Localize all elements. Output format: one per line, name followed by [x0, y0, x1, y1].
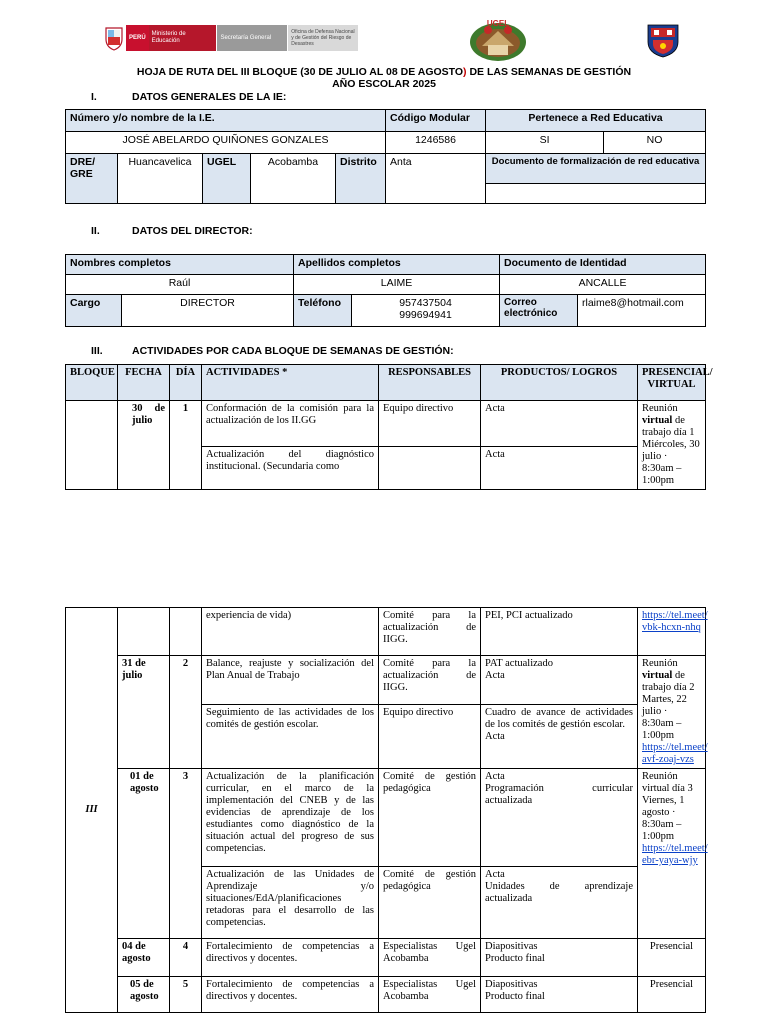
header-bloque: BLOQUE — [66, 365, 118, 401]
title-line1-a: HOJA DE RUTA DEL III BLOQUE (30 DE JULIO AL 08 DE AGOSTO — [136, 66, 464, 78]
ie-name: JOSÉ ABELARDO QUIÑONES GONZALES — [66, 132, 386, 154]
header-dre: DRE/ GRE — [66, 154, 118, 204]
director-correo: rlaime8@hotmail.com — [578, 295, 706, 327]
title-line1-paren: ) — [463, 66, 467, 78]
activities-table-page2 — [65, 607, 706, 1013]
director-cargo: DIRECTOR — [122, 295, 294, 327]
modalidad-1-detail: de trabajo día 1 Miércoles, 30 julio · 8:30am – 1:00pm — [642, 415, 700, 486]
ugel-value: Acobamba — [251, 154, 336, 204]
fecha-05-agosto: 05 de agosto — [118, 977, 170, 1013]
producto-2a-line2: Acta — [485, 670, 505, 681]
header-ugel: UGEL — [203, 154, 251, 204]
distrito-value: Anta — [386, 154, 486, 204]
responsable-5: Especialistas Ugel Acobamba — [379, 977, 481, 1013]
director-nombres: Raúl — [66, 275, 294, 295]
producto-3b-line1: Acta — [485, 869, 505, 880]
modalidad-1-virtual: virtual — [642, 415, 673, 426]
dia-4: 4 — [170, 939, 202, 977]
oficina-label: Oficina de Defensa Nacional y de Gestión del Riesgo de Desastres — [288, 25, 358, 51]
section-2-number: II. — [91, 225, 100, 237]
section-2-title: DATOS DEL DIRECTOR: — [132, 225, 253, 237]
general-data-table — [65, 109, 706, 204]
activity-4: Fortalecimiento de competencias a directivos y docentes. — [202, 939, 379, 977]
ugel-logo — [468, 16, 528, 62]
producto-2a — [481, 656, 638, 705]
modalidad-2 — [638, 656, 706, 769]
ministerio-label: Ministerio de Educación — [149, 25, 217, 51]
header-actividades: ACTIVIDADES * — [202, 365, 379, 401]
title-line2: AÑO ESCOLAR 2025 — [332, 78, 436, 90]
modalidad-1 — [638, 401, 706, 490]
header-nombres: Nombres completos — [66, 255, 294, 275]
header-nombre-ie: Número y/o nombre de la I.E. — [66, 110, 386, 132]
fecha-30-julio: 30 de julio — [118, 401, 170, 490]
director-telefono — [352, 295, 500, 327]
producto-4-line2: Producto final — [485, 953, 545, 964]
fecha-continuation — [118, 608, 170, 656]
responsable-continuation: Comité para la actualización de IIGG. — [379, 608, 481, 656]
responsable-3a: Comité de gestión pedagógica — [379, 769, 481, 867]
red-no: NO — [604, 132, 706, 154]
svg-text:UGEL: UGEL — [486, 19, 510, 28]
producto-2b-line1: Cuadro de avance de actividades de los comités de gestión escolar. — [485, 707, 633, 731]
fecha-01-agosto: 01 de agosto — [118, 769, 170, 939]
telefono-1: 957437504 — [399, 297, 452, 309]
header-apellidos: Apellidos completos — [294, 255, 500, 275]
modalidad-5: Presencial — [638, 977, 706, 1013]
activity-continuation: experiencia de vida) — [202, 608, 379, 656]
document-title — [100, 66, 668, 90]
header-distrito: Distrito — [336, 154, 386, 204]
documento-red-value — [486, 184, 706, 204]
dia-3: 3 — [170, 769, 202, 939]
header-responsables: RESPONSABLES — [379, 365, 481, 401]
producto-2b-line2: Acta — [485, 731, 505, 743]
producto-5 — [481, 977, 638, 1013]
header-telefono: Teléfono — [294, 295, 352, 327]
responsable-2a: Comité para la actualización de IIGG. — [379, 656, 481, 705]
modalidad-1-prefix: Reunión — [642, 403, 678, 414]
secretaria-label: Secretaría General — [217, 25, 287, 51]
bloque-iii: III — [66, 608, 118, 1013]
dia-1: 1 — [170, 401, 202, 490]
section-3-title: ACTIVIDADES POR CADA BLOQUE DE SEMANAS DE GESTIÓN: — [132, 345, 454, 357]
peru-label: PERÚ — [126, 25, 149, 51]
section-3-number: III. — [91, 345, 103, 357]
modalidad-2-detail: de trabajo día 2 Martes, 22 julio · 8:30am – 1:00pm — [642, 670, 695, 741]
producto-2b — [481, 705, 638, 769]
modalidad-3-detail: Reunión virtual día 3 Viernes, 1 agosto · 8:30am – 1:00pm — [642, 771, 693, 842]
activities-table-page1 — [65, 364, 713, 490]
producto-3b — [481, 867, 638, 939]
school-crest-icon — [645, 22, 681, 58]
header-red-educativa: Pertenece a Red Educativa — [486, 110, 706, 132]
meet-link-2[interactable]: https://tel.meet/ avf-zoaj-vzs — [642, 742, 708, 765]
dia-5: 5 — [170, 977, 202, 1013]
header-fecha: FECHA — [118, 365, 170, 401]
peru-shield-icon — [104, 25, 124, 51]
title-line1-c: DE LAS SEMANAS DE GESTIÓN — [466, 66, 632, 78]
responsable-2b: Equipo directivo — [379, 705, 481, 769]
header-dia: DÍA — [170, 365, 202, 401]
activity-2b: Seguimiento de las actividades de los comités de gestión escolar. — [202, 705, 379, 769]
producto-continuation: PEI, PCI actualizado — [481, 608, 638, 656]
responsable-1b — [379, 446, 481, 489]
dia-2: 2 — [170, 656, 202, 769]
fecha-31-julio: 31 de julio — [118, 656, 170, 769]
modalidad-2-virtual: virtual — [642, 670, 673, 681]
producto-5-line1: Diapositivas — [485, 979, 538, 990]
activity-1a: Conformación de la comisión para la actualización de los II.GG — [202, 401, 379, 447]
producto-3a-line2: Programación curricular actualizada — [485, 783, 633, 806]
section-1-title: DATOS GENERALES DE LA IE: — [132, 91, 287, 103]
telefono-2: 999694941 — [399, 309, 452, 321]
activity-1b: Actualización del diagnóstico institucional. (Secundaria como — [202, 446, 379, 489]
producto-3a-line1: Acta — [485, 771, 505, 782]
producto-3b-line2: Unidades de aprendizaje actualizada — [485, 881, 633, 904]
modalidad-continuation — [638, 608, 706, 656]
producto-1a: Acta — [481, 401, 638, 447]
producto-4 — [481, 939, 638, 977]
red-si: SI — [486, 132, 604, 154]
producto-4-line1: Diapositivas — [485, 941, 538, 952]
responsable-4: Especialistas Ugel Acobamba — [379, 939, 481, 977]
modalidad-2-prefix: Reunión — [642, 658, 678, 669]
producto-1b: Acta — [481, 446, 638, 489]
producto-3a — [481, 769, 638, 867]
responsable-3b: Comité de gestión pedagógica — [379, 867, 481, 939]
activity-3b: Actualización de las Unidades de Aprendizaje y/o situaciones/EdA/planificaciones retadoras para el desarrollo de las competencias. — [202, 867, 379, 939]
dre-value: Huancavelica — [118, 154, 203, 204]
activity-3a: Actualización de la planificación curricular, en el marco de la implementación del CNEB y de las evidencias de aprendizaje de los estudiantes como diagnóstico de la situación actual del progreso de sus competencias. — [202, 769, 379, 867]
activity-5: Fortalecimiento de competencias a directivos y docentes. — [202, 977, 379, 1013]
bloque-cell — [66, 401, 118, 490]
activity-2a: Balance, reajuste y socialización del Plan Anual de Trabajo — [202, 656, 379, 705]
header-documento-red: Documento de formalización de red educativa — [486, 154, 706, 184]
responsable-1a: Equipo directivo — [379, 401, 481, 447]
director-apellido-2: ANCALLE — [500, 275, 706, 295]
director-apellido-1: LAIME — [294, 275, 500, 295]
header-productos: PRODUCTOS/ LOGROS — [481, 365, 638, 401]
meet-link-3[interactable]: https://tel.meet/ ebr-yaya-wjy — [642, 843, 708, 866]
fecha-04-agosto: 04 de agosto — [118, 939, 170, 977]
header-codigo-modular: Código Modular — [386, 110, 486, 132]
header-modalidad: PRESENCIAL/ VIRTUAL — [638, 365, 706, 401]
meet-link-1[interactable]: https://tel.meet/ vbk-hcxn-nhq — [642, 610, 708, 633]
header-correo: Correo electrónico — [500, 295, 578, 327]
producto-5-line2: Producto final — [485, 991, 545, 1002]
codigo-modular: 1246586 — [386, 132, 486, 154]
section-1-number: I. — [91, 91, 97, 103]
modalidad-3 — [638, 769, 706, 939]
header-documento-identidad: Documento de Identidad — [500, 255, 706, 275]
header-cargo: Cargo — [66, 295, 122, 327]
modalidad-4: Presencial — [638, 939, 706, 977]
producto-2a-line1: PAT actualizado — [485, 658, 553, 669]
director-data-table — [65, 254, 706, 327]
minedu-logo — [104, 22, 358, 54]
dia-continuation — [170, 608, 202, 656]
